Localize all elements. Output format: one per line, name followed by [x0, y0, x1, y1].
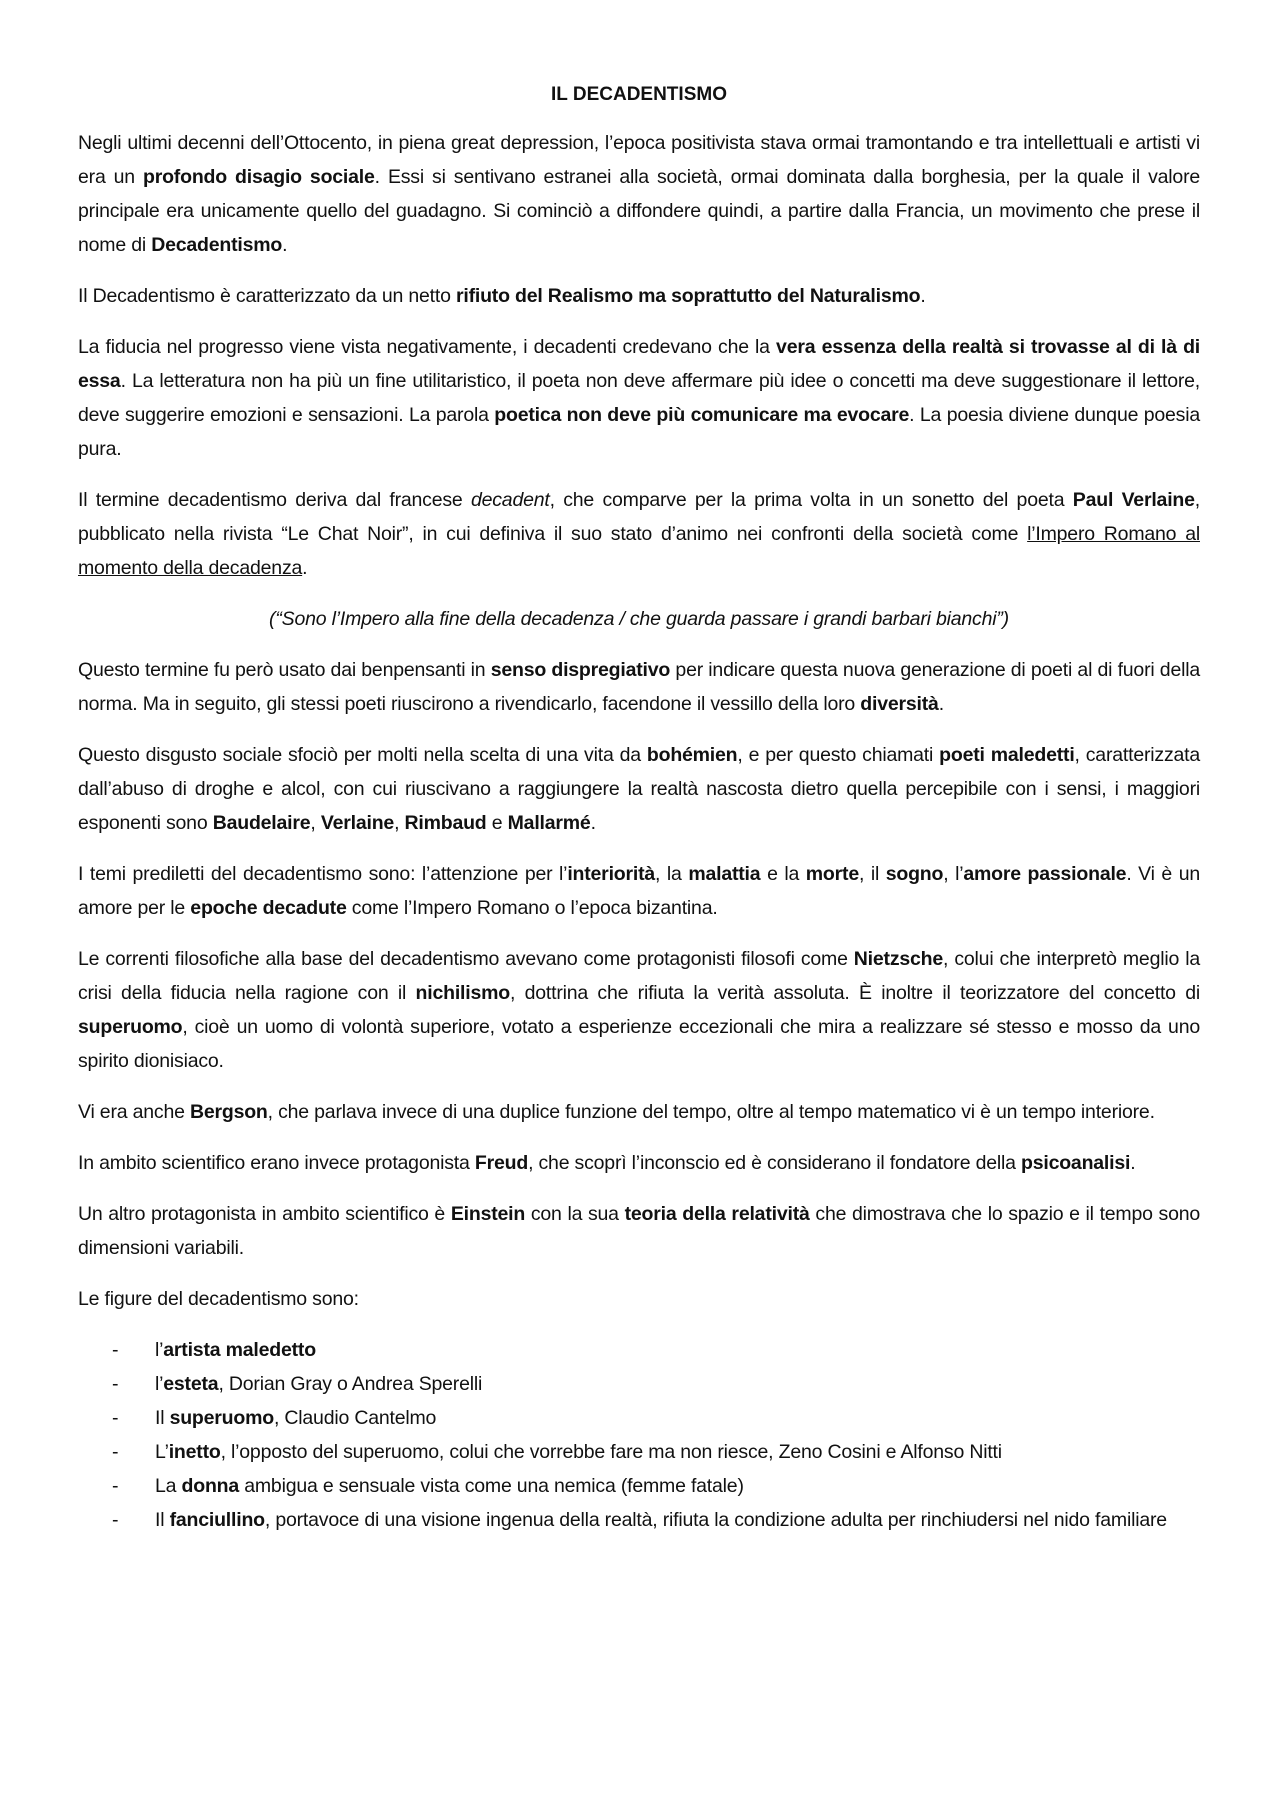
text-run: .	[920, 285, 926, 307]
bold-text: fanciullino	[169, 1509, 265, 1531]
text-run: , Dorian Gray o Andrea Sperelli	[218, 1373, 483, 1395]
text-run: come l’Impero Romano o l’epoca bizantina.	[346, 897, 718, 919]
document-page	[78, 80, 1200, 1537]
text-run: Il termine decadentismo deriva dal francese	[78, 489, 471, 511]
paragraph	[78, 857, 1200, 925]
bold-text: interiorità	[567, 863, 656, 885]
text-run: l’	[155, 1339, 164, 1361]
bold-text: esteta	[163, 1373, 219, 1395]
text-run: , cioè un uomo di volontà superiore, votato a esperienze eccezionali che mira a realizzare sé stesso e mosso da uno spirito dionisiaco.	[78, 1016, 1200, 1072]
paragraph	[78, 330, 1200, 466]
dash-bullet-icon: -	[112, 1339, 119, 1361]
bold-text: inetto	[168, 1441, 221, 1463]
text-run: ambigua e sensuale vista come una nemica (femme fatale)	[239, 1475, 744, 1497]
paragraph	[78, 279, 1200, 313]
paragraph	[78, 1095, 1200, 1129]
text-run: , pubblicato nella rivista “Le Chat Noir”, in cui definiva il suo stato d’animo nei confronti della società come	[78, 489, 1200, 545]
text-run: Negli ultimi decenni dell’Ottocento, in piena great depression, l’epoca positivista stava ormai tramontando e tra intellettuali e artisti vi era un	[78, 132, 1200, 188]
dash-bullet-icon: -	[112, 1475, 119, 1497]
bold-text: poeti maledetti	[939, 744, 1075, 766]
bold-text: rifiuto del Realismo ma soprattutto del Naturalismo	[455, 285, 921, 307]
text-run: Le figure del decadentismo sono:	[78, 1288, 359, 1310]
text-run: . Essi si sentivano estranei alla società, ormai dominata dalla borghesia, per la quale il valore principale era unicamente quello del guadagno. Si cominciò a diffondere quindi, a partire dalla Francia, un movimento che prese il nome di	[78, 166, 1201, 256]
text-run: Questo disgusto sociale sfociò per molti nella scelta di una vita da	[78, 744, 647, 766]
text-run: , che comparve per la prima volta in un sonetto del poeta	[549, 489, 1073, 511]
text-run: , l’	[943, 863, 964, 885]
text-run: La	[155, 1475, 182, 1497]
text-run: .	[938, 693, 944, 715]
bold-text: Paul Verlaine	[1072, 489, 1195, 511]
bold-text: amore passionale	[963, 863, 1127, 885]
document-body	[78, 126, 1200, 1316]
text-run: Il	[155, 1407, 170, 1429]
paragraph	[78, 483, 1200, 585]
bold-text: Nietzsche	[853, 948, 944, 970]
list-item	[78, 1333, 1200, 1367]
bold-text: senso dispregiativo	[490, 659, 671, 681]
bold-text: Einstein	[450, 1203, 526, 1225]
text-run: e	[486, 812, 508, 834]
text-run: , caratterizzata dall’abuso di droghe e alcol, con cui riuscivano a raggiungere la realtà nascosta dietro quella percepibile con i sensi, i maggiori esponenti sono	[78, 744, 1201, 834]
text-run: ,	[394, 812, 405, 834]
bold-text: nichilismo	[415, 982, 510, 1004]
text-run: Un altro protagonista in ambito scientifico è	[78, 1203, 451, 1225]
bold-text: Bergson	[189, 1101, 268, 1123]
text-run: l’	[155, 1373, 164, 1395]
bold-text: poetica non deve più comunicare ma evocare	[494, 404, 910, 426]
text-run: , Claudio Cantelmo	[273, 1407, 437, 1429]
dash-bullet-icon: -	[112, 1373, 119, 1395]
bold-text: diversità	[860, 693, 939, 715]
text-run: .	[590, 812, 596, 834]
bold-text: morte	[805, 863, 859, 885]
text-run: , dottrina che rifiuta la verità assoluta. È inoltre il teorizzatore del concetto di	[509, 982, 1200, 1004]
text-run: .	[302, 557, 308, 579]
text-run: , e per questo chiamati	[737, 744, 940, 766]
figures-list	[78, 1333, 1200, 1537]
paragraph	[78, 1197, 1200, 1265]
text-run: ,	[310, 812, 321, 834]
list-item	[78, 1367, 1200, 1401]
list-item	[78, 1503, 1200, 1537]
text-run: Vi era anche	[78, 1101, 190, 1123]
text-run: Il Decadentismo è caratterizzato da un netto	[78, 285, 456, 307]
bold-text: donna	[181, 1475, 240, 1497]
bold-text: superuomo	[169, 1407, 274, 1429]
bold-text: Baudelaire	[212, 812, 311, 834]
bold-text: vera essenza della realtà si trovasse al di là di essa	[78, 336, 1200, 392]
text-run: (“Sono l’Impero alla fine della decadenza / che guarda passare i grandi barbari bianchi”)	[269, 608, 1009, 630]
underlined-text: l’Impero Romano al momento della decadenza	[78, 523, 1200, 579]
verse-quote	[78, 602, 1200, 636]
text-run: , l’opposto del superuomo, colui che vorrebbe fare ma non riesce, Zeno Cosini e Alfonso Nitti	[220, 1441, 1002, 1463]
text-run: che dimostrava che lo spazio e il tempo sono dimensioni variabili.	[78, 1203, 1201, 1259]
bold-text: Verlaine	[320, 812, 395, 834]
italic-text: decadent	[470, 489, 550, 511]
text-run: , che scoprì l’inconscio ed è considerano il fondatore della	[528, 1152, 1021, 1174]
text-run: Le correnti filosofiche alla base del decadentismo avevano come protagonisti filosofi come	[78, 948, 854, 970]
text-run: , il	[858, 863, 886, 885]
text-run: . La letteratura non ha più un fine utilitaristico, il poeta non deve affermare più idee o concetti ma deve suggestionare il lettore, deve suggerire emozioni e sensazioni. La parola	[78, 370, 1200, 426]
text-run: e la	[760, 863, 806, 885]
paragraph	[78, 1146, 1200, 1180]
paragraph	[78, 942, 1200, 1078]
bold-text: Rimbaud	[404, 812, 487, 834]
text-run: con la sua	[525, 1203, 625, 1225]
text-run: . Vi è un amore per le	[78, 863, 1200, 919]
paragraph	[78, 126, 1200, 262]
bold-text: artista maledetto	[163, 1339, 316, 1361]
document-title: IL DECADENTISMO	[551, 84, 727, 105]
list-item	[78, 1435, 1200, 1469]
bold-text: sogno	[885, 863, 944, 885]
list-item	[78, 1401, 1200, 1435]
dash-bullet-icon: -	[112, 1509, 119, 1531]
list-item	[78, 1469, 1200, 1503]
text-run: , che parlava invece di una duplice funzione del tempo, oltre al tempo matematico vi è un tempo interiore.	[267, 1101, 1155, 1123]
bold-text: superuomo	[78, 1016, 183, 1038]
text-run: Il	[155, 1509, 170, 1531]
bold-text: psicoanalisi	[1021, 1152, 1131, 1174]
bold-text: profondo disagio sociale	[143, 166, 375, 188]
dash-bullet-icon: -	[112, 1407, 119, 1429]
text-run: I temi prediletti del decadentismo sono: l’attenzione per l’	[78, 863, 568, 885]
text-run: , la	[655, 863, 689, 885]
bold-text: Mallarmé	[507, 812, 591, 834]
bold-text: epoche decadute	[190, 897, 347, 919]
bold-text: Freud	[474, 1152, 529, 1174]
bold-text: bohémien	[646, 744, 738, 766]
text-run: In ambito scientifico erano invece protagonista	[78, 1152, 475, 1174]
paragraph	[78, 1282, 1200, 1316]
bold-text: malattia	[688, 863, 761, 885]
dash-bullet-icon: -	[112, 1441, 119, 1463]
paragraph	[78, 738, 1200, 840]
text-run: Questo termine fu però usato dai benpensanti in	[78, 659, 491, 681]
text-run: .	[1130, 1152, 1136, 1174]
text-run: , portavoce di una visione ingenua della realtà, rifiuta la condizione adulta per rinchiudersi nel nido familiare	[264, 1509, 1167, 1531]
text-run: .	[282, 234, 288, 256]
text-run: , colui che interpretò meglio la crisi della fiducia nella ragione con il	[78, 948, 1200, 1004]
text-run: L’	[155, 1441, 169, 1463]
bold-text: teoria della relatività	[624, 1203, 810, 1225]
text-run: La fiducia nel progresso viene vista negativamente, i decadenti credevano che la	[78, 336, 777, 358]
bold-text: Decadentismo	[151, 234, 283, 256]
paragraph	[78, 653, 1200, 721]
text-run: per indicare questa nuova generazione di poeti al di fuori della norma. Ma in seguito, gli stessi poeti riuscirono a rivendicarlo, facendone il vessillo della loro	[78, 659, 1200, 715]
text-run: . La poesia diviene dunque poesia pura.	[78, 404, 1200, 460]
